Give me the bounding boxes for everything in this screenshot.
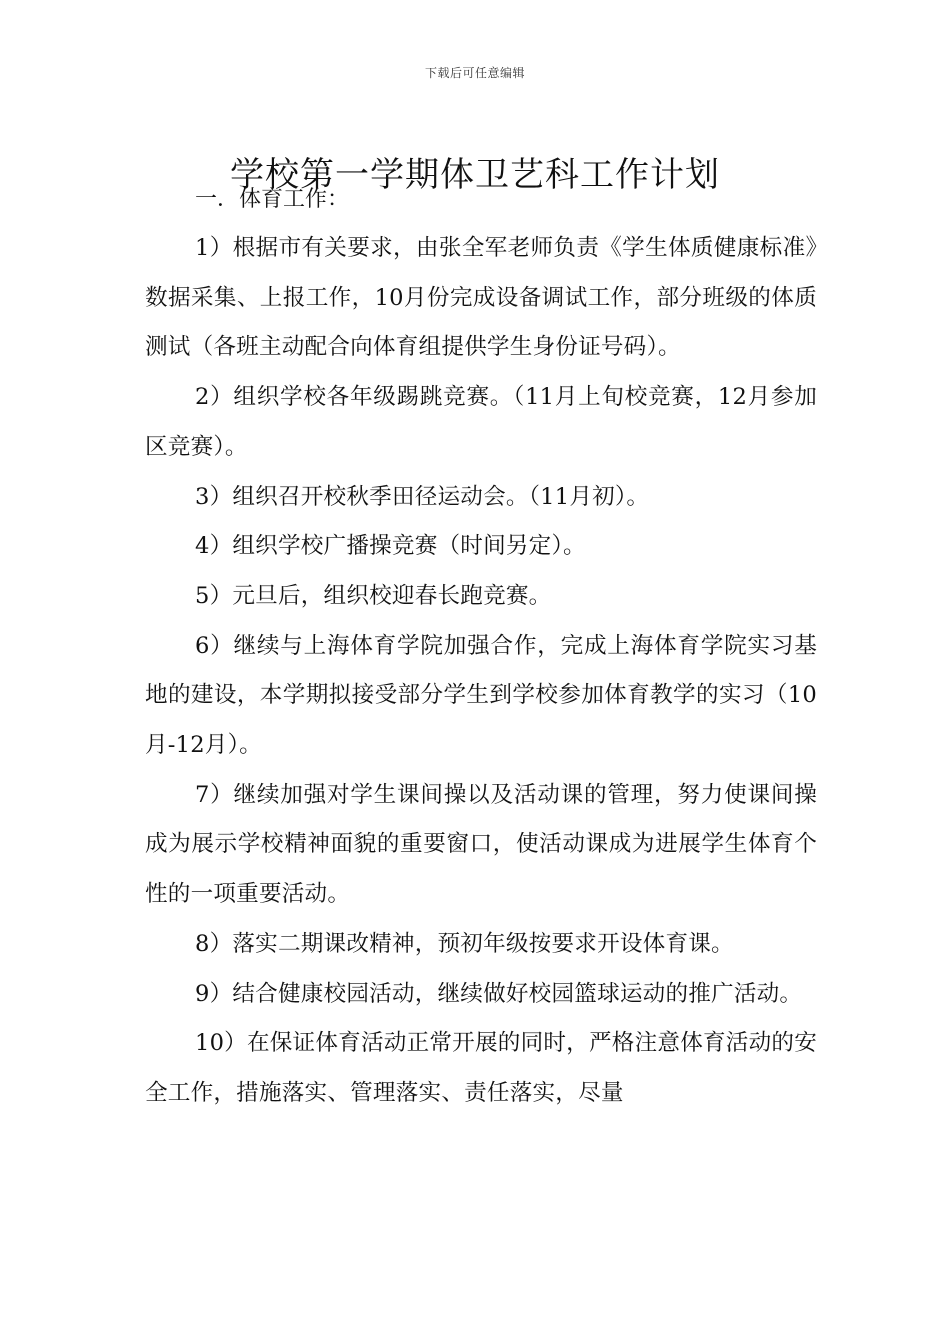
document-title: 学校第一学期体卫艺科工作计划 [230,154,720,195]
list-item: 1）根据市有关要求，由张全军老师负责《学生体质健康标准》数据采集、上报工作，10月份完成设备调试工作，部分班级的体质测试（各班主动配合向体育组提供学生身份证号码）。 [145,235,817,361]
list-item: 2）组织学校各年级踢跳竞赛。（11月上旬校竞赛，12月参加区竞赛）。 [145,384,817,460]
list-item: 6）继续与上海体育学院加强合作，完成上海体育学院实习基地的建设，本学期拟接受部分学生到学校参加体育教学的实习（10月-12月）。 [145,632,817,759]
document-body [145,176,817,1119]
list-item: 3）组织召开校秋季田径运动会。（11月初）。 [195,483,650,510]
list-item: 10）在保证体育活动正常开展的同时，严格注意体育活动的安全工作，措施落实、管理落实、责任落实，尽量 [145,1030,817,1106]
section-heading: 一．体育工作： [195,187,350,212]
list-item: 7）继续加强对学生课间操以及活动课的管理，努力使课间操成为展示学校精神面貌的重要窗口，使活动课成为进展学生体育个性的一项重要活动。 [145,781,817,908]
list-item: 5）元旦后，组织校迎春长跑竞赛。 [195,582,552,609]
list-item: 8）落实二期课改精神，预初年级按要求开设体育课。 [195,930,734,957]
list-item: 4）组织学校广播操竞赛（时间另定）。 [195,533,586,560]
header-note: 下载后可任意编辑 [424,66,525,80]
list-item: 9）结合健康校园活动，继续做好校园篮球运动的推广活动。 [195,980,803,1007]
